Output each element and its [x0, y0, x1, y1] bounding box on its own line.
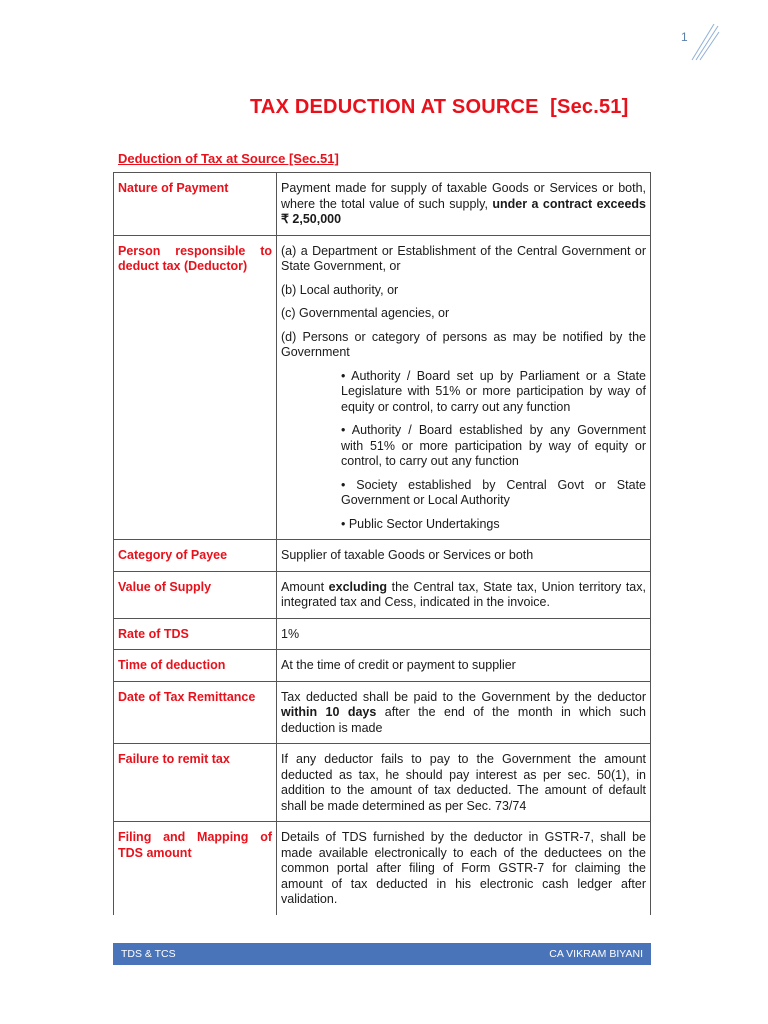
row-label: Category of Payee	[114, 540, 277, 572]
row-label: Filing and Mapping of TDS amount	[114, 822, 277, 915]
bullet-item: • Authority / Board set up by Parliament or a State Legislature with 51% or more participation by way of equity or control, to carry out any function	[341, 368, 646, 414]
row-label: Value of Supply	[114, 571, 277, 618]
table-row	[114, 744, 651, 822]
list-item: (b) Local authority, or	[281, 282, 399, 297]
row-label: Failure to remit tax	[114, 744, 277, 822]
row-label: Time of deduction	[114, 650, 277, 682]
list-item: (d) Persons or category of persons as may be notified by the Government	[281, 329, 646, 359]
row-description: At the time of credit or payment to supplier	[277, 650, 651, 682]
list-item: (c) Governmental agencies, or	[281, 306, 450, 320]
table-row	[114, 618, 651, 650]
row-description: Supplier of taxable Goods or Services or both	[277, 540, 651, 572]
page-title: TAX DEDUCTION AT SOURCE [Sec.51]	[250, 96, 629, 118]
row-description: Details of TDS furnished by the deductor in GSTR-7, shall be made available electronically to each of the deductees on the common portal after filing of Form GSTR-7 for claiming the amount of tax deducted in his electronic cash ledger after validation.	[277, 822, 651, 915]
row-label: Date of Tax Remittance	[114, 681, 277, 744]
section-subtitle: Deduction of Tax at Source [Sec.51]	[118, 151, 339, 166]
decorative-slashes	[690, 22, 720, 62]
footer-right: CA VIKRAM BIYANI	[549, 948, 643, 960]
row-description: Payment made for supply of taxable Goods or Services or both, where the total value of such supply, under a contract exceeds ₹ 2,50,000	[277, 173, 651, 236]
bullet-item: • Society established by Central Govt or State Government or Local Authority	[341, 477, 646, 507]
row-description: 1%	[277, 618, 651, 650]
row-label: Nature of Payment	[114, 173, 277, 236]
table-row	[114, 650, 651, 682]
row-description: Amount excluding the Central tax, State tax, Union territory tax, integrated tax and Cess, indicated in the invoice.	[277, 571, 651, 618]
table-row	[114, 822, 651, 915]
row-description	[277, 235, 651, 540]
table-row	[114, 571, 651, 618]
page-number: 1	[681, 30, 688, 44]
row-description: Tax deducted shall be paid to the Government by the deductor within 10 days after the end of the month in which such deduction is made	[277, 681, 651, 744]
table-row	[114, 173, 651, 236]
tds-table	[113, 172, 651, 915]
list-item: (a) a Department or Establishment of the Central Government or State Government, or	[281, 243, 646, 273]
row-label: Person responsible to deduct tax (Deductor)	[114, 235, 277, 540]
page-footer	[113, 943, 651, 965]
table-row	[114, 235, 651, 540]
row-label: Rate of TDS	[114, 618, 277, 650]
table-row	[114, 540, 651, 572]
bullet-item: • Public Sector Undertakings	[341, 516, 500, 531]
table-row	[114, 681, 651, 744]
footer-left: TDS & TCS	[121, 948, 176, 960]
row-description: If any deductor fails to pay to the Government the amount deducted as tax, he should pay interest as per sec. 50(1), in addition to the amount of tax deducted. The amount of default shall be made determined as per Sec. 73/74	[277, 744, 651, 822]
bullet-item: • Authority / Board established by any Government with 51% or more participation by way of equity or control, to carry out any function	[341, 423, 646, 468]
